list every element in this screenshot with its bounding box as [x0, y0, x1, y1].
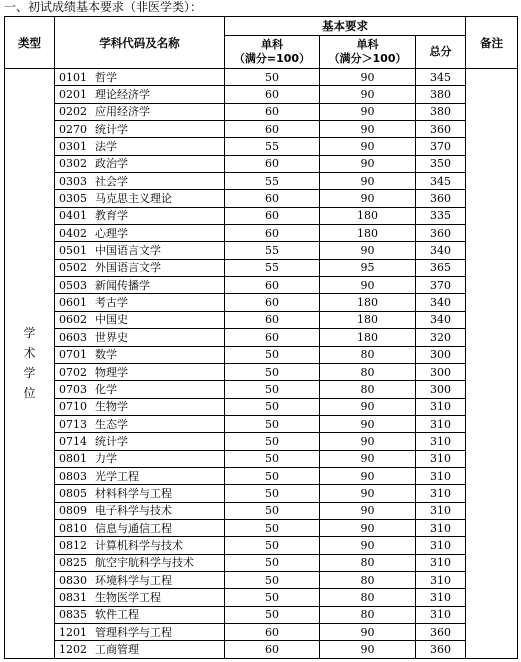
- table-row: [5, 502, 518, 519]
- single-over-100-cell: 90: [320, 138, 416, 155]
- single-100-cell: 50: [225, 415, 320, 432]
- subject-code: 0303: [59, 174, 87, 188]
- subject-code: 0503: [59, 278, 87, 292]
- subject-name: 理论经济学: [95, 88, 150, 102]
- subject-cell: [55, 415, 225, 432]
- subject-code: 0701: [59, 348, 87, 362]
- subject-name: 力学: [95, 452, 117, 466]
- subject-code: 0810: [59, 521, 87, 535]
- single-100-cell: 50: [225, 502, 320, 519]
- total-cell: 310: [416, 537, 466, 554]
- single-over-100-cell: 80: [320, 554, 416, 571]
- table-body: [5, 69, 518, 659]
- single-over-100-cell: 90: [320, 103, 416, 120]
- single-100-cell: 60: [225, 329, 320, 346]
- subject-cell: [55, 69, 225, 86]
- table-row: [5, 381, 518, 398]
- table-row: [5, 207, 518, 224]
- subject-cell: [55, 502, 225, 519]
- subject-cell: [55, 138, 225, 155]
- single-over-100-cell: 90: [320, 641, 416, 658]
- single-100-cell: 60: [225, 121, 320, 138]
- total-cell: 345: [416, 69, 466, 86]
- total-cell: 300: [416, 363, 466, 380]
- subject-cell: [55, 381, 225, 398]
- subject-code: 0713: [59, 417, 87, 431]
- single-100-cell: 50: [225, 485, 320, 502]
- subject-code: 0302: [59, 157, 87, 171]
- single-over-100-cell: 90: [320, 433, 416, 450]
- single-100-cell: 60: [225, 641, 320, 658]
- table-row: [5, 415, 518, 432]
- table-row: [5, 519, 518, 536]
- subject-cell: [55, 485, 225, 502]
- total-cell: 300: [416, 346, 466, 363]
- total-cell: 350: [416, 155, 466, 172]
- single-over-100-cell: 90: [320, 467, 416, 484]
- subject-code: 0301: [59, 140, 87, 154]
- subject-code: 0809: [59, 504, 87, 518]
- single-over-100-cell: 90: [320, 537, 416, 554]
- table-row: [5, 259, 518, 276]
- subject-cell: [55, 554, 225, 571]
- table-row: [5, 398, 518, 415]
- single-100-cell: 60: [225, 155, 320, 172]
- header-notes: 备注: [466, 17, 518, 69]
- subject-name: 工商管理: [95, 643, 139, 657]
- total-cell: 310: [416, 589, 466, 606]
- total-cell: 360: [416, 624, 466, 641]
- table-row: [5, 121, 518, 138]
- single-over-100-cell: 90: [320, 277, 416, 294]
- table-row: [5, 138, 518, 155]
- total-cell: 360: [416, 121, 466, 138]
- subject-name: 统计学: [95, 434, 128, 448]
- table-row: [5, 363, 518, 380]
- subject-cell: [55, 190, 225, 207]
- subject-code: 0402: [59, 226, 87, 240]
- total-cell: 320: [416, 329, 466, 346]
- single-100-cell: 55: [225, 242, 320, 259]
- subject-cell: [55, 641, 225, 658]
- subject-name: 物理学: [95, 365, 128, 379]
- subject-code: 0202: [59, 105, 87, 119]
- table-row: [5, 173, 518, 190]
- single-over-100-cell: 95: [320, 259, 416, 276]
- subject-cell: [55, 346, 225, 363]
- single-over-100-cell: 90: [320, 69, 416, 86]
- single-100-cell: 60: [225, 86, 320, 103]
- single-100-cell: 50: [225, 346, 320, 363]
- header-single-100: 单科 （满分=100）: [225, 36, 320, 69]
- subject-cell: [55, 294, 225, 311]
- subject-name: 教育学: [95, 209, 128, 223]
- total-cell: 365: [416, 259, 466, 276]
- single-over-100-cell: 180: [320, 329, 416, 346]
- single-100-cell: 50: [225, 519, 320, 536]
- subject-cell: [55, 519, 225, 536]
- subject-cell: [55, 259, 225, 276]
- table-row: [5, 606, 518, 623]
- single-over-100-cell: 90: [320, 398, 416, 415]
- total-cell: 360: [416, 225, 466, 242]
- subject-code: 0812: [59, 538, 87, 552]
- single-100-cell: 50: [225, 467, 320, 484]
- subject-name: 管理科学与工程: [95, 625, 172, 639]
- subject-name: 哲学: [95, 70, 117, 84]
- subject-cell: [55, 311, 225, 328]
- total-cell: 310: [416, 415, 466, 432]
- single-over-100-cell: 180: [320, 225, 416, 242]
- subject-name: 信息与通信工程: [95, 521, 172, 535]
- single-over-100-cell: 90: [320, 485, 416, 502]
- single-over-100-cell: 180: [320, 207, 416, 224]
- single-100-cell: 60: [225, 311, 320, 328]
- subject-cell: [55, 155, 225, 172]
- subject-code: 0501: [59, 244, 87, 258]
- subject-code: 0831: [59, 590, 87, 604]
- total-cell: 360: [416, 190, 466, 207]
- table-row: [5, 277, 518, 294]
- single-100-cell: 60: [225, 277, 320, 294]
- single-over-100-cell: 80: [320, 571, 416, 588]
- subject-name: 世界史: [95, 330, 128, 344]
- total-cell: 310: [416, 554, 466, 571]
- total-cell: 340: [416, 294, 466, 311]
- subject-code: 0830: [59, 573, 87, 587]
- header-total: 总分: [416, 36, 466, 69]
- subject-name: 数学: [95, 348, 117, 362]
- single-100-cell: 50: [225, 571, 320, 588]
- single-over-100-cell: 180: [320, 294, 416, 311]
- subject-name: 社会学: [95, 174, 128, 188]
- header-subject: 学科代码及名称: [55, 17, 225, 69]
- single-100-cell: 50: [225, 398, 320, 415]
- single-over-100-cell: 90: [320, 173, 416, 190]
- subject-name: 软件工程: [95, 608, 139, 622]
- single-100-cell: 50: [225, 589, 320, 606]
- subject-code: 0305: [59, 192, 87, 206]
- subject-code: 0710: [59, 400, 87, 414]
- table-row: [5, 467, 518, 484]
- table-row: [5, 624, 518, 641]
- total-cell: 310: [416, 606, 466, 623]
- subject-code: 0714: [59, 434, 87, 448]
- subject-cell: [55, 225, 225, 242]
- single-100-cell: 55: [225, 173, 320, 190]
- subject-code: 0601: [59, 296, 87, 310]
- total-cell: 380: [416, 86, 466, 103]
- table-row: [5, 294, 518, 311]
- total-cell: 310: [416, 398, 466, 415]
- total-cell: 335: [416, 207, 466, 224]
- subject-code: 0801: [59, 452, 87, 466]
- subject-name: 化学: [95, 382, 117, 396]
- table-row: [5, 433, 518, 450]
- subject-cell: [55, 121, 225, 138]
- single-over-100-cell: 90: [320, 624, 416, 641]
- single-100-cell: 60: [225, 190, 320, 207]
- subject-name: 法学: [95, 140, 117, 154]
- total-cell: 310: [416, 433, 466, 450]
- single-over-100-cell: 90: [320, 415, 416, 432]
- subject-code: 0803: [59, 469, 87, 483]
- single-over-100-cell: 80: [320, 606, 416, 623]
- single-100-cell: 60: [225, 225, 320, 242]
- subject-cell: [55, 207, 225, 224]
- subject-code: 0603: [59, 330, 87, 344]
- table-row: [5, 537, 518, 554]
- subject-code: 0270: [59, 122, 87, 136]
- single-100-cell: 60: [225, 207, 320, 224]
- table-row: [5, 69, 518, 86]
- table-row: [5, 589, 518, 606]
- table-row: [5, 346, 518, 363]
- subject-code: 0702: [59, 365, 87, 379]
- header-row-1: [5, 17, 518, 36]
- header-single-over-100: 单科 （满分＞100）: [320, 36, 416, 69]
- single-100-cell: 50: [225, 433, 320, 450]
- total-cell: 360: [416, 641, 466, 658]
- single-over-100-cell: 90: [320, 242, 416, 259]
- subject-name: 材料科学与工程: [95, 486, 172, 500]
- table-row: [5, 242, 518, 259]
- subject-code: 0835: [59, 608, 87, 622]
- subject-name: 外国语言文学: [95, 261, 161, 275]
- total-cell: 380: [416, 103, 466, 120]
- single-100-cell: 50: [225, 554, 320, 571]
- table-row: [5, 485, 518, 502]
- table-row: [5, 641, 518, 658]
- subject-code: 0825: [59, 556, 87, 570]
- subject-name: 中国语言文学: [95, 244, 161, 258]
- subject-code: 1201: [59, 625, 87, 639]
- subject-name: 政治学: [95, 157, 128, 171]
- subject-name: 生物医学工程: [95, 590, 161, 604]
- subject-name: 光学工程: [95, 469, 139, 483]
- single-over-100-cell: 80: [320, 589, 416, 606]
- subject-cell: [55, 537, 225, 554]
- single-over-100-cell: 180: [320, 311, 416, 328]
- subject-name: 考古学: [95, 296, 128, 310]
- single-over-100-cell: 80: [320, 363, 416, 380]
- total-cell: 340: [416, 311, 466, 328]
- section-heading: 一、初试成绩基本要求（非医学类）：: [4, 0, 203, 14]
- single-100-cell: 50: [225, 381, 320, 398]
- single-over-100-cell: 80: [320, 346, 416, 363]
- single-100-cell: 50: [225, 537, 320, 554]
- subject-cell: [55, 571, 225, 588]
- single-100-cell: 60: [225, 624, 320, 641]
- subject-name: 新闻传播学: [95, 278, 150, 292]
- table-row: [5, 311, 518, 328]
- table-row: [5, 155, 518, 172]
- single-100-cell: 60: [225, 294, 320, 311]
- single-100-cell: 50: [225, 363, 320, 380]
- subject-name: 统计学: [95, 122, 128, 136]
- subject-cell: [55, 433, 225, 450]
- single-over-100-cell: 90: [320, 121, 416, 138]
- table-row: [5, 190, 518, 207]
- table-row: [5, 329, 518, 346]
- single-over-100-cell: 90: [320, 86, 416, 103]
- subject-name: 航空宇航科学与技术: [95, 556, 194, 570]
- total-cell: 310: [416, 519, 466, 536]
- single-100-cell: 55: [225, 138, 320, 155]
- subject-code: 0101: [59, 70, 87, 84]
- single-100-cell: 60: [225, 103, 320, 120]
- subject-cell: [55, 86, 225, 103]
- table-row: [5, 225, 518, 242]
- subject-name: 应用经济学: [95, 105, 150, 119]
- subject-cell: [55, 624, 225, 641]
- total-cell: 370: [416, 138, 466, 155]
- subject-name: 电子科学与技术: [95, 504, 172, 518]
- header-type: 类型: [5, 17, 55, 69]
- table-row: [5, 554, 518, 571]
- subject-code: 0201: [59, 88, 87, 102]
- subject-code: 1202: [59, 643, 87, 657]
- subject-cell: [55, 329, 225, 346]
- single-over-100-cell: 90: [320, 190, 416, 207]
- subject-cell: [55, 277, 225, 294]
- total-cell: 345: [416, 173, 466, 190]
- total-cell: 300: [416, 381, 466, 398]
- subject-code: 0401: [59, 209, 87, 223]
- table-row: [5, 571, 518, 588]
- score-requirements-table: [4, 16, 518, 659]
- subject-code: 0703: [59, 382, 87, 396]
- total-cell: 310: [416, 502, 466, 519]
- subject-cell: [55, 606, 225, 623]
- single-100-cell: 50: [225, 606, 320, 623]
- subject-cell: [55, 450, 225, 467]
- subject-name: 计算机科学与技术: [95, 538, 183, 552]
- subject-cell: [55, 398, 225, 415]
- total-cell: 310: [416, 467, 466, 484]
- subject-cell: [55, 363, 225, 380]
- subject-name: 生态学: [95, 417, 128, 431]
- single-100-cell: 50: [225, 450, 320, 467]
- single-100-cell: 50: [225, 69, 320, 86]
- header-requirements: 基本要求: [225, 17, 466, 36]
- subject-name: 生物学: [95, 400, 128, 414]
- single-over-100-cell: 90: [320, 155, 416, 172]
- subject-cell: [55, 242, 225, 259]
- single-100-cell: 55: [225, 259, 320, 276]
- total-cell: 340: [416, 242, 466, 259]
- total-cell: 370: [416, 277, 466, 294]
- table-row: [5, 450, 518, 467]
- total-cell: 310: [416, 571, 466, 588]
- subject-name: 环境科学与工程: [95, 573, 172, 587]
- total-cell: 310: [416, 485, 466, 502]
- subject-name: 中国史: [95, 313, 128, 327]
- table-row: [5, 103, 518, 120]
- single-over-100-cell: 90: [320, 502, 416, 519]
- single-over-100-cell: 90: [320, 450, 416, 467]
- category-cell: [5, 69, 55, 659]
- subject-code: 0502: [59, 261, 87, 275]
- subject-code: 0805: [59, 486, 87, 500]
- subject-cell: [55, 103, 225, 120]
- subject-cell: [55, 589, 225, 606]
- notes-cell: [466, 69, 518, 659]
- single-over-100-cell: 80: [320, 381, 416, 398]
- total-cell: 310: [416, 450, 466, 467]
- subject-cell: [55, 467, 225, 484]
- subject-code: 0602: [59, 313, 87, 327]
- category-label: 学术学位: [23, 326, 36, 401]
- subject-name: 马克思主义理论: [95, 192, 172, 206]
- single-over-100-cell: 90: [320, 519, 416, 536]
- subject-cell: [55, 173, 225, 190]
- subject-name: 心理学: [95, 226, 128, 240]
- table-row: [5, 86, 518, 103]
